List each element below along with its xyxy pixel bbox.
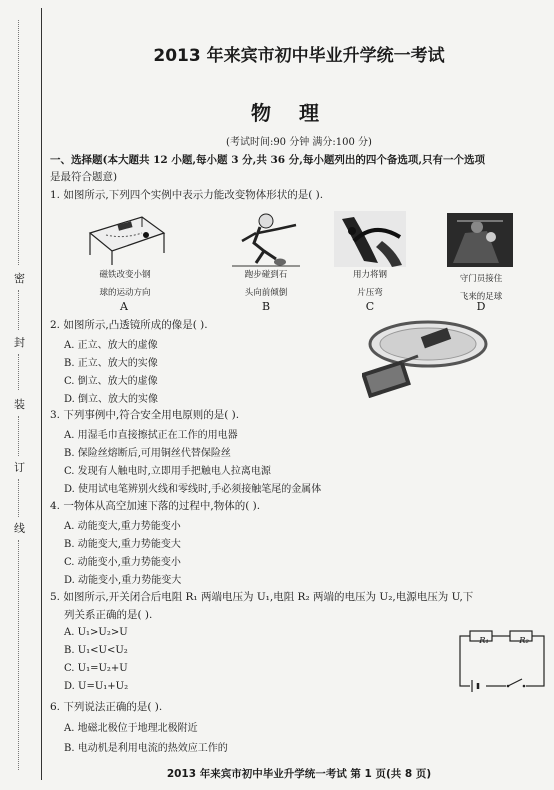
question-4-option-b: B. 动能变大,重力势能变大 — [64, 539, 181, 550]
question-2-option-c: C. 倒立、放大的虚像 — [64, 376, 158, 387]
dotted-line — [18, 354, 19, 390]
exam-info: (考试时间:90 分钟 满分:100 分) — [226, 137, 372, 148]
magnet-ball-table-icon — [84, 213, 166, 267]
question-2-option-d: D. 倒立、放大的实像 — [64, 394, 159, 405]
question-3-option-a: A. 用湿毛巾直接擦拭正在工作的用电器 — [64, 430, 238, 441]
bending-steel-icon — [334, 211, 406, 267]
question-3-stem: 3. 下列事例中,符合安全用电原则的是( ). — [50, 409, 240, 421]
question-5-option-d: D. U=U₁+U₂ — [64, 681, 129, 692]
binding-mark: 线 — [14, 522, 25, 535]
question-3-option-b: B. 保险丝熔断后,可用铜丝代替保险丝 — [64, 448, 231, 459]
subject-title: 物理 — [251, 101, 347, 125]
question-4-option-a: A. 动能变大,重力势能变小 — [64, 521, 181, 532]
goalkeeper-icon — [447, 213, 513, 267]
binding-mark: 装 — [14, 398, 25, 411]
question-3-option-c: C. 发现有人触电时,立即用手把触电人拉离电源 — [64, 466, 271, 477]
figure-d-caption-2: 飞来的足球 — [459, 292, 503, 302]
figure-a-caption-1: 磁铁改变小钢 — [99, 270, 151, 280]
binding-mark: 密 — [14, 272, 25, 285]
question-4-option-c: C. 动能变小,重力势能变小 — [64, 557, 181, 568]
r2-label: R₂ — [519, 636, 529, 646]
question-6-stem: 6. 下列说法正确的是( ). — [50, 701, 163, 713]
section-heading: 一、选择题(本大题共 12 小题,每小题 3 分,共 36 分,每小题列出的四个备选项,只有一个选项 — [50, 154, 486, 166]
question-2-stem: 2. 如图所示,凸透镜所成的像是( ). — [50, 319, 208, 331]
figure-c-letter: C — [365, 300, 375, 313]
question-4-stem: 4. 一物体从高空加速下落的过程中,物体的( ). — [50, 500, 261, 512]
question-5-option-a: A. U₁>U₂>U — [64, 627, 128, 638]
r1-label: R₁ — [479, 636, 489, 646]
figure-d-letter: D — [476, 300, 486, 313]
figure-a-caption-2: 球的运动方向 — [99, 288, 151, 298]
question-2-option-a: A. 正立、放大的虚像 — [64, 340, 158, 351]
question-5-stem: 5. 如图所示,开关闭合后电阻 R₁ 两端电压为 U₁,电阻 R₂ 两端的电压为 U₂,电源电压为 U,下 — [50, 591, 474, 603]
question-6-option-b: B. 电动机是利用电流的热效应工作的 — [64, 743, 228, 754]
section-heading-cont: 是最符合题意) — [50, 171, 118, 183]
question-2-option-b: B. 正立、放大的实像 — [64, 358, 158, 369]
figure-a-letter: A — [120, 300, 128, 313]
dotted-line — [18, 20, 19, 265]
figure-d-caption-1: 守门员接住 — [459, 274, 503, 284]
page-footer: 2013 年来宾市初中毕业升学统一考试 第 1 页(共 8 页) — [166, 768, 432, 780]
question-4-option-d: D. 动能变小,重力势能变大 — [64, 575, 182, 586]
figure-b-caption-1: 跑步碰到石 — [244, 270, 288, 280]
exam-title: 2013 年来宾市初中毕业升学统一考试 — [153, 46, 445, 66]
figure-c-caption-1: 用力将钢 — [352, 270, 387, 280]
circuit-diagram — [456, 622, 548, 694]
question-3-option-d: D. 使用试电笔辨别火线和零线时,手必须接触笔尾的金属体 — [64, 484, 322, 495]
convex-lens-image-icon — [362, 316, 494, 398]
question-5-option-b: B. U₁<U<U₂ — [64, 645, 128, 656]
figure-b-letter: B — [261, 300, 271, 313]
dotted-line — [18, 540, 19, 770]
figure-b-caption-2: 头向前倾倒 — [244, 288, 288, 298]
figure-c-caption-2: 片压弯 — [357, 288, 383, 298]
runner-stumble-icon — [230, 211, 302, 267]
dotted-line — [18, 479, 19, 517]
dotted-line — [18, 416, 19, 456]
question-5-option-c: C. U₁=U₂+U — [64, 663, 128, 674]
binding-line — [41, 8, 42, 780]
question-1-stem: 1. 如图所示,下列四个实例中表示力能改变物体形状的是( ). — [50, 189, 324, 201]
binding-mark: 订 — [14, 461, 25, 474]
dotted-line — [18, 290, 19, 330]
question-5-stem-cont: 列关系正确的是( ). — [64, 609, 153, 621]
binding-mark: 封 — [14, 336, 25, 349]
question-6-option-a: A. 地磁北极位于地理北极附近 — [64, 723, 198, 734]
